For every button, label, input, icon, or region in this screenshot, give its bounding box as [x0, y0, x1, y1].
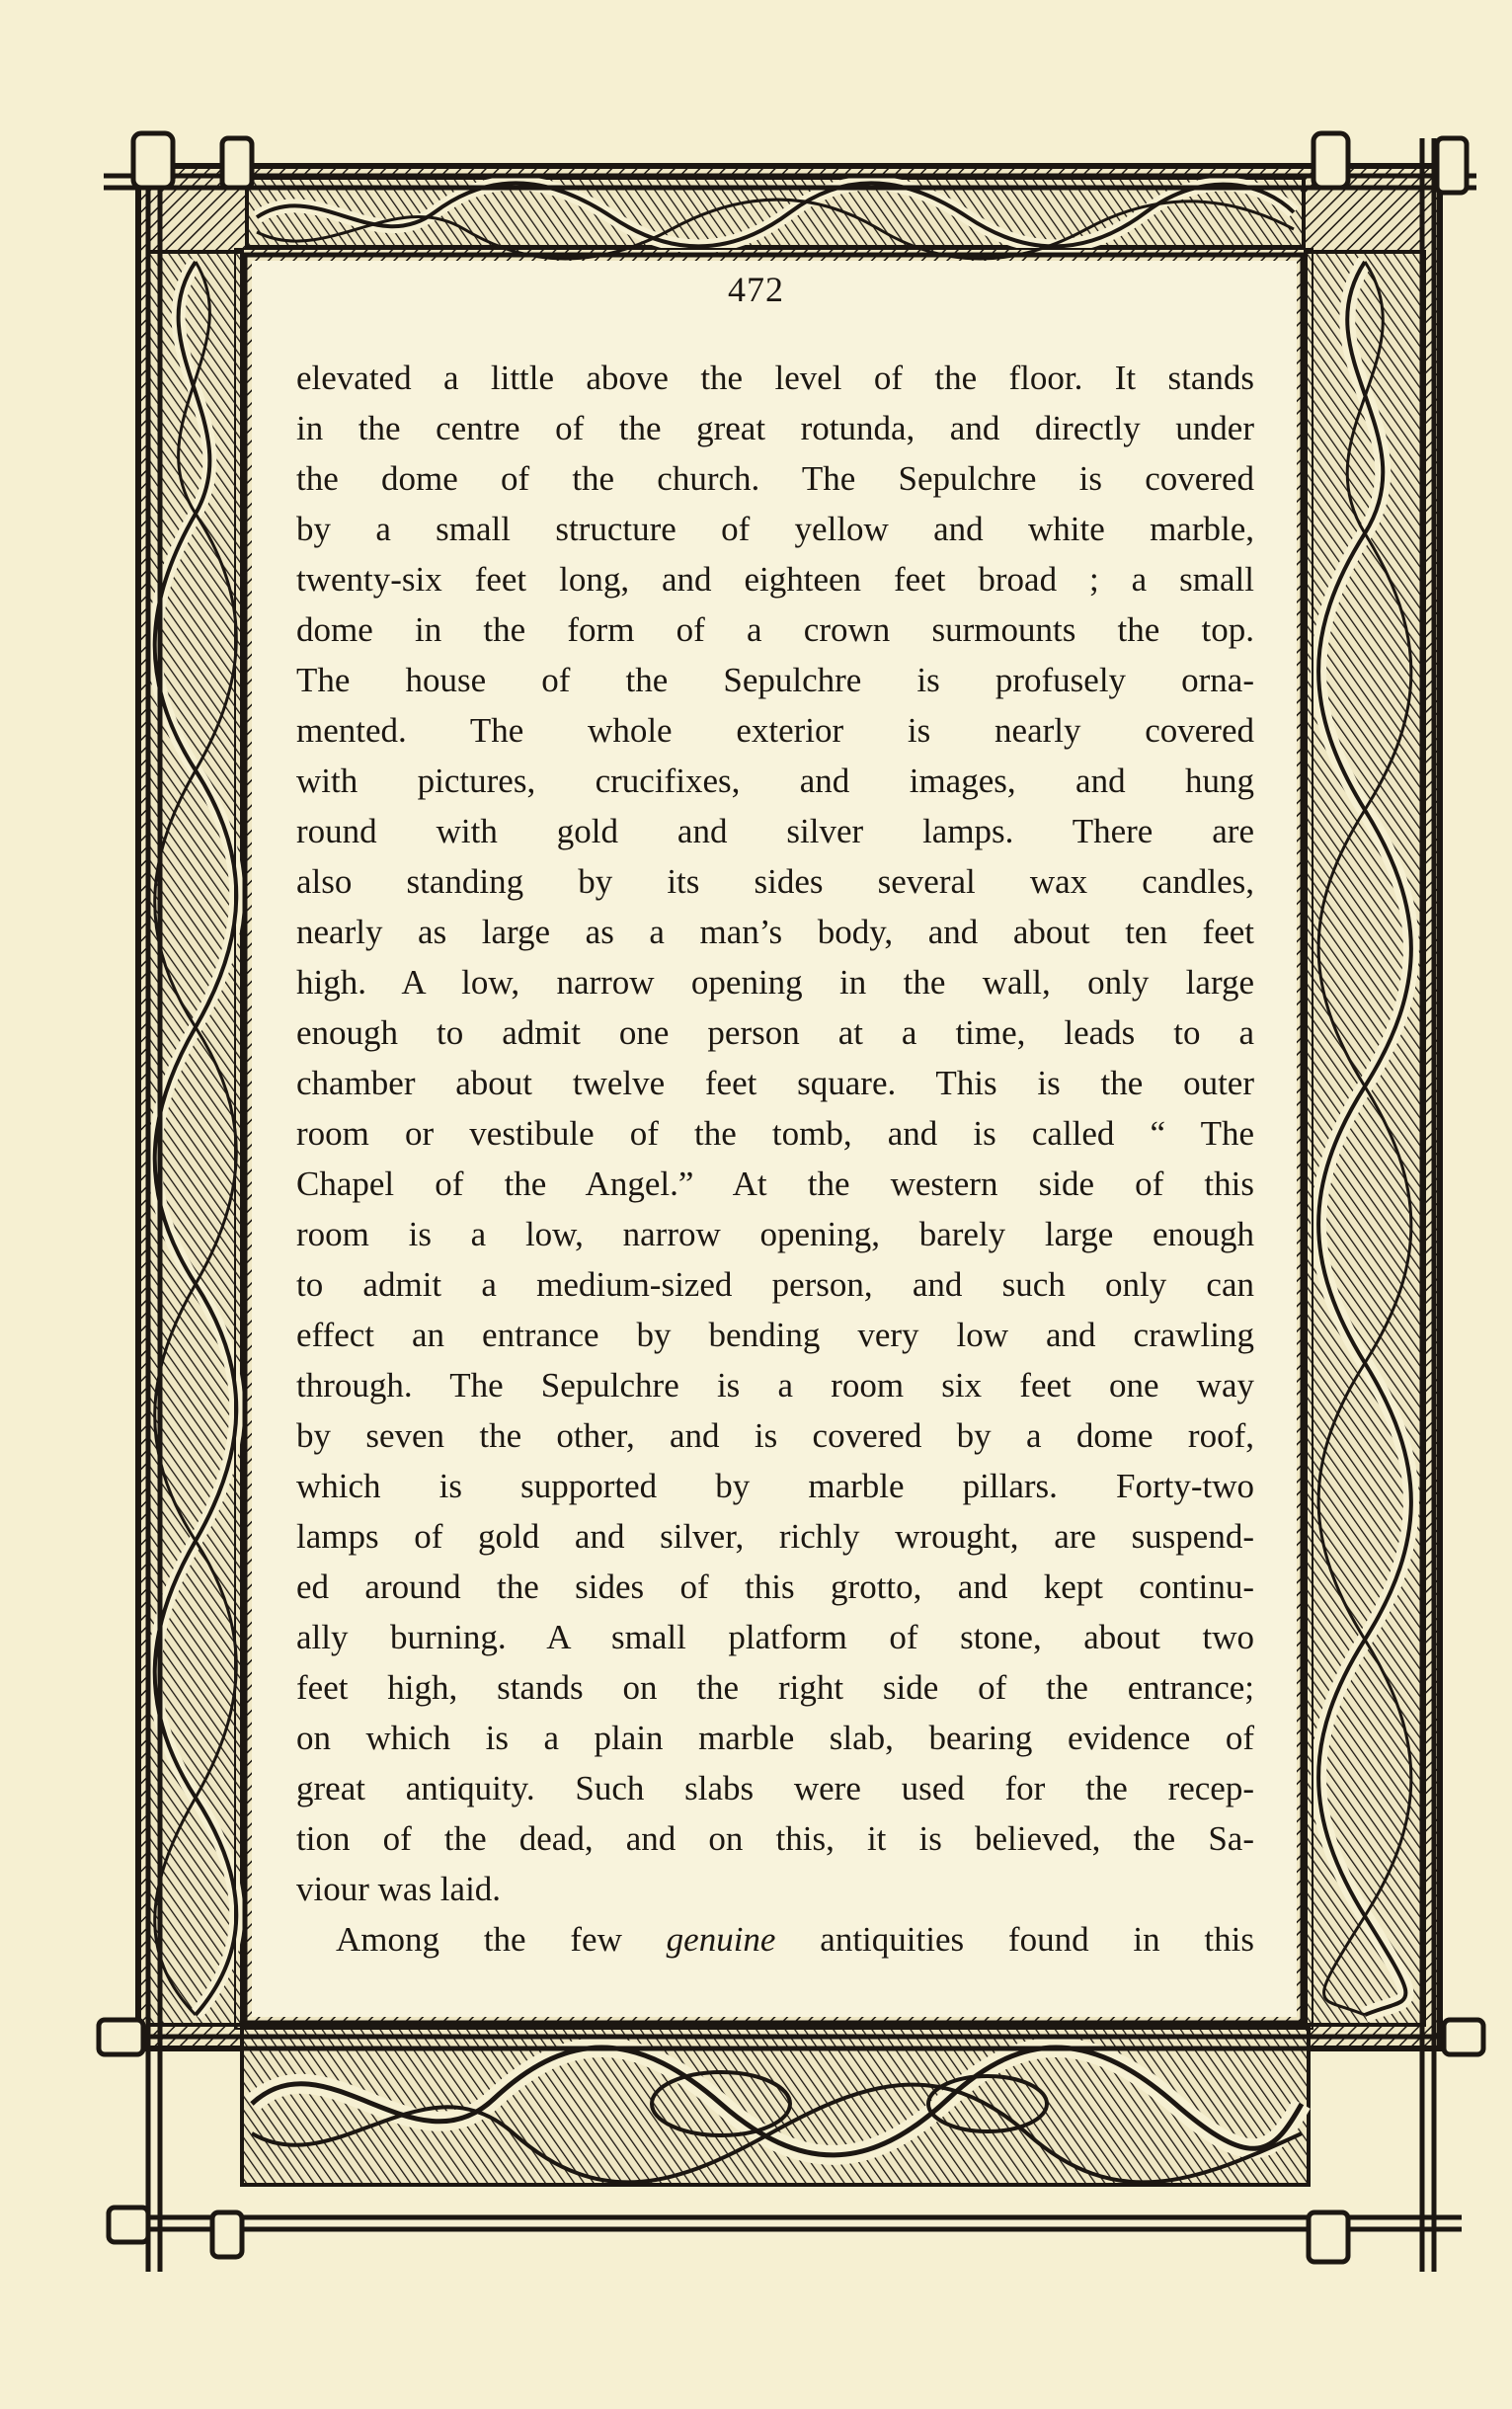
text-line: ed around the sides of this grotto, and kept continu-: [296, 1567, 1254, 1606]
text-line: Chapel of the Angel.” At the western side of this: [296, 1164, 1254, 1203]
text-line: to admit a medium-sized person, and such only can: [296, 1265, 1254, 1304]
body-text: [296, 353, 1254, 1965]
text-line-paragraph-start: [296, 1914, 1254, 1965]
text-line: room or vestibule of the tomb, and is called “ The: [296, 1114, 1254, 1153]
text-line: great antiquity. Such slabs were used for the recep-: [296, 1769, 1254, 1807]
text-line: The house of the Sepulchre is profusely orna-: [296, 661, 1254, 699]
text-line: lamps of gold and silver, richly wrought, are suspend-: [296, 1517, 1254, 1556]
text-line: also standing by its sides several wax candles,: [296, 862, 1254, 901]
text-line: nearly as large as a man’s body, and about ten feet: [296, 913, 1254, 951]
page-number: 472: [728, 270, 784, 309]
text-line: the dome of the church. The Sepulchre is covered: [296, 459, 1254, 498]
text-line: viour was laid.: [296, 1870, 502, 1908]
text-line: on which is a plain marble slab, bearing evidence of: [296, 1719, 1254, 1757]
text-line: feet high, stands on the right side of the entrance;: [296, 1668, 1254, 1707]
text-line: elevated a little above the level of the floor. It stands: [296, 359, 1254, 397]
text-line: by a small structure of yellow and white marble,: [296, 510, 1254, 548]
text-line: which is supported by marble pillars. Forty-two: [296, 1467, 1254, 1505]
text-line: in the centre of the great rotunda, and directly under: [296, 409, 1254, 447]
text-line: chamber about twelve feet square. This is the outer: [296, 1064, 1254, 1102]
right-border-band: [1306, 252, 1424, 2025]
text-line: by seven the other, and is covered by a dome roof,: [296, 1416, 1254, 1455]
text-run: antiquities found in this: [775, 1920, 1254, 1959]
text-line: effect an entrance by bending very low and crawling: [296, 1316, 1254, 1354]
text-line: mented. The whole exterior is nearly covered: [296, 711, 1254, 750]
text-line: tion of the dead, and on this, it is believed, the Sa-: [296, 1819, 1254, 1858]
text-line: through. The Sepulchre is a room six feet one way: [296, 1366, 1254, 1405]
text-line: dome in the form of a crown surmounts the top.: [296, 610, 1254, 649]
text-line: enough to admit one person at a time, leads to a: [296, 1013, 1254, 1052]
text-run: Among the few: [336, 1920, 667, 1959]
text-line: high. A low, narrow opening in the wall, only large: [296, 963, 1254, 1002]
text-line: with pictures, crucifixes, and images, and hung: [296, 762, 1254, 800]
text-line: ally burning. A small platform of stone, about two: [296, 1618, 1254, 1656]
emphasized-word: genuine: [666, 1920, 776, 1959]
text-line: room is a low, narrow opening, barely large enough: [296, 1215, 1254, 1253]
text-line: round with gold and silver lamps. There are: [296, 812, 1254, 850]
text-line: twenty-six feet long, and eighteen feet broad ; a small: [296, 560, 1254, 599]
